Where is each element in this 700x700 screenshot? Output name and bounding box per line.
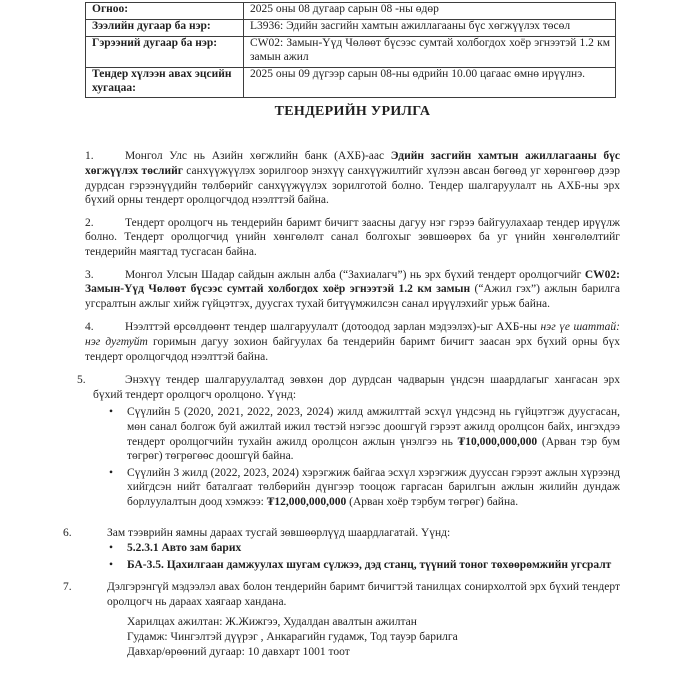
table-row-date: [86, 3, 616, 20]
list-item: [85, 541, 620, 556]
document-body: [63, 149, 620, 659]
row-label-date: Огноо:: [86, 3, 244, 20]
contact-block: [127, 615, 620, 659]
license-item-1-text: 5.2.3.1 Авто зам барих: [127, 542, 242, 555]
bullet-icon: •: [109, 406, 114, 419]
paragraph-1: [85, 149, 620, 207]
paragraph-6-text: Зам тээврийн яамны дараах тусгай зөвшөөрлүүд шаардлагатай. Үүнд:: [107, 526, 451, 539]
list-item: [85, 405, 620, 463]
row-label-loan: Зээлийн дугаар ба нэр:: [86, 19, 244, 36]
paragraph-4: [85, 320, 620, 364]
qualification-item-1-text: Сүүлийн 5 (2020, 2021, 2022, 2023, 2024) жилд амжилттай эсхүл үндсэнд нь гүйцэтгэж дуусгасан, мөн санал болгож буй ажилтай ижил төстэй нэгээс доошгүй гэрээт ажилд оролцсон байх, ингэхдээ тендерт оролцогчийн тухайн ажилд оролцсон ажлын үнэлгээ нь ₮10,000,000,000 (Арван тэр бум төгрөг) төгрөгөөс доошгүй байна.: [127, 406, 620, 463]
paragraph-3-text: Монгол Улсын Шадар сайдын ажлын алба (“Захиалагч”) нь эрх бүхий тендерт оролцогчийг CW02: Замын-Үүд Чөлөөт бүсээс сумтай холбогдох хоёр эгнээтэй 1.2 км замын (“Ажил гэх”) ажлын барилга угсралтын ажлыг хийж гүйцэтгэх, дуусгах тухай битүүмжилсэн санал ирүүлэхийг урьж байна.: [85, 268, 620, 310]
paragraph-7-text: Дэлгэрэнгүй мэдээлэл авах болон тендерийн баримт бичигтэй танилцах сонирхолтой эрх бүхий тендерт оролцогч нь дараах хаягаар хандана.: [107, 581, 620, 608]
paragraph-2-number: 2.: [85, 216, 94, 229]
list-item: [85, 558, 620, 573]
paragraph-5-number: 5.: [77, 374, 86, 387]
paragraph-2-text: Тендерт оролцогч нь тендерийн баримт бичигт заасны дагуу нэг гэрээ байгуулахаар тендер ирүүлж болно. Тендерт оролцогчид үнийн хөнгөлөлт санал болгохыг зөвшөөрөх ба уг үнийн хөнгөлөлтийг тендерийн маягтад тусгасан байна.: [85, 216, 620, 258]
row-value-loan: L3936: Эдийн засгийн хамтын ажиллагааны бүс хөгжүүлэх төсөл: [244, 19, 616, 36]
paragraph-1-text: Монгол Улс нь Азийн хөгжлийн банк (АХБ)-аас Эдийн засгийн хамтын ажиллагааны бүс хөгжүүлэх төслийг санхүүжүүлэх зорилгоор энэхүү санхүүжилтийг хүлээн авсан бөгөөд уг хөрөнгөөр дээр дурдсан гэрээнүүдийн төлбөрийг санхүүжүүлэх зорилготой болно. Тендер шалгаруулалт нь АХБ-ны эрх бүхий орны тендерт оролцогчдод нээлттэй байна.: [85, 150, 620, 207]
paragraph-7-number: 7.: [63, 581, 72, 594]
tender-info-table: [85, 2, 616, 98]
contact-person-line: Харилцах ажилтан: Ж.Жижгээ, Худалдан авалтын ажилтан: [127, 616, 417, 629]
paragraph-3-number: 3.: [85, 268, 94, 281]
table-row-loan: [86, 19, 616, 36]
contact-floor-line: Давхар/өрөөний дугаар: 10 давхарт 1001 тоот: [127, 645, 350, 658]
paragraph-4-text: Нээлттэй өрсөлдөөнт тендер шалгаруулалт (дотоодод зарлан мэдээлэх)-ыг АХБ-ны нэг үе шаттай: нэг дугтуйт горимын дагуу зохион байгуулах ба тендерийн баримт бичигт заасан эрх бүхий орны бүх тендерт оролцогчдод нээлттэй байна.: [85, 321, 620, 363]
document-title: ТЕНДЕРИЙН УРИЛГА: [274, 104, 431, 120]
contact-street-line: Гудамж: Чингэлтэй дүүрэг , Анкарагийн гудамж, Тод тауэр барилга: [127, 631, 458, 644]
row-value-date: 2025 оны 08 дугаар сарын 08 -ны өдөр: [244, 3, 616, 20]
table-row-contract: [86, 36, 616, 67]
paragraph-6-number: 6.: [63, 526, 72, 539]
bullet-icon: •: [109, 542, 114, 555]
license-list: [85, 541, 620, 572]
paragraph-2: [85, 216, 620, 260]
paragraph-1-number: 1.: [85, 150, 94, 163]
license-item-2-text: БА-3.5. Цахилгаан дамжуулах шугам сүлжээ, дэд станц, түүний тоног төхөөрөмжийн угсралт: [127, 558, 612, 571]
paragraph-7: [63, 580, 620, 609]
bullet-icon: •: [109, 466, 114, 479]
row-value-contract: CW02: Замын-Үүд Чөлөөт бүсээс сумтай холбогдох хоёр эгнээтэй 1.2 км замын ажил: [244, 36, 616, 67]
bullet-icon: •: [109, 558, 114, 571]
row-value-deadline: 2025 оны 09 дүгээр сарын 08-ны өдрийн 10.00 цагаас өмнө ирүүлнэ.: [244, 67, 616, 98]
paragraph-4-number: 4.: [85, 321, 94, 334]
row-label-contract: Гэрээний дугаар ба нэр:: [86, 36, 244, 67]
qualification-list: [85, 405, 620, 509]
paragraph-5: [77, 373, 620, 402]
paragraph-5-text: Энэхүү тендер шалгаруулалтад зөвхөн дор дурдсан чадварын үндсэн шаардлагыг хангасан эрх бүхий тендерт оролцогч оролцоно. Үүнд:: [93, 374, 620, 401]
row-label-deadline: Тендер хүлээн авах эцсийн хугацаа:: [86, 67, 244, 98]
table-row-deadline: [86, 67, 616, 98]
list-item: [85, 466, 620, 510]
paragraph-6: [63, 526, 620, 541]
qualification-item-2-text: Сүүлийн 3 жилд (2022, 2023, 2024) хэрэгжиж байгаа эсхүл хэрэгжиж дууссан гэрээт ажлын хүрээнд хийгдсэн нийт баталгаат төлбөрийн дүнгээр тооцож гаргасан барилгын ажлын жилийн дундаж борлуулалтын доод хэмжээ: ₮12,000,000,000 (Арван хоёр тэрбум төгрөг) байна.: [127, 466, 620, 508]
paragraph-3: [85, 268, 620, 312]
